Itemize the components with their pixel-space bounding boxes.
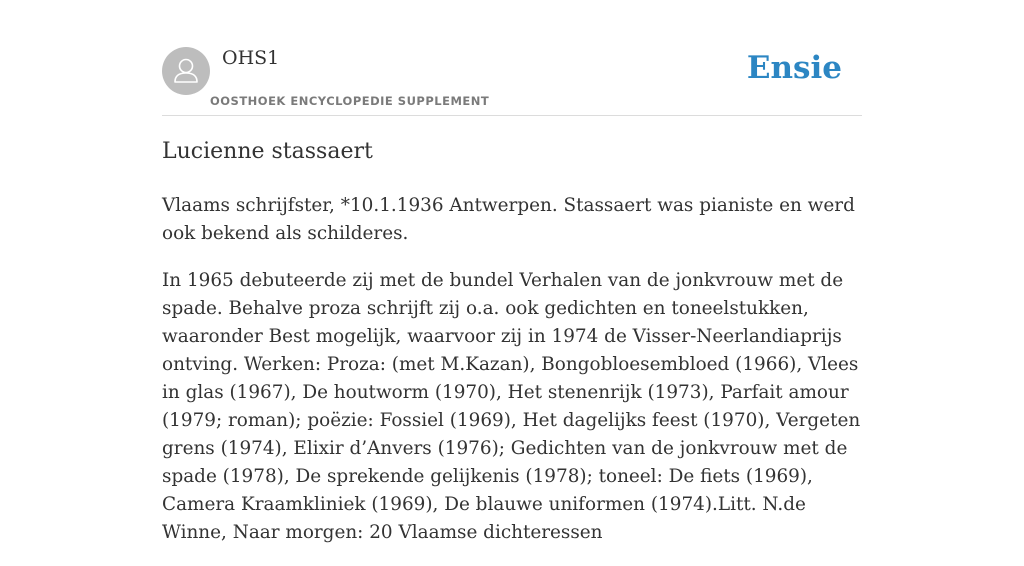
header-divider <box>162 115 862 116</box>
source-subtitle[interactable]: OOSTHOEK ENCYCLOPEDIE SUPPLEMENT <box>210 94 490 108</box>
source-name[interactable]: OHS1 <box>222 47 280 69</box>
article-paragraph: Vlaams schrijfster, *10.1.1936 Antwerpen. Stassaert was pianiste en werd ook bekend als schilderes. <box>162 195 855 244</box>
source-header <box>162 46 862 116</box>
avatar[interactable] <box>162 47 210 95</box>
article-paragraph: In 1965 debuteerde zij met de bundel Verhalen van de jonkvrouw met de spade. Behalve proza schrijft zij o.a. ook gedichten en toneelstukken, waaronder Best mogelijk, waarvoor zij in 1974 de Visser-Neerlandiaprijs ontving. Werken: Proza: (met M.Kazan), Bongobloesembloed (1966), Vlees in glas (1967), De houtworm (1970), Het stenenrijk (1973), Parfait amour (1979; roman); poëzie: Fossiel (1969), Het dagelijks feest (1970), Vergeten grens (1974), Elixir d’Anvers (1976); Gedichten van de jonkvrouw met de spade (1978), De sprekende gelijkenis (1978); toneel: De fiets (1969), Camera Kraamkliniek (1969), De blauwe uniformen (1974).Litt. N.de Winne, Naar morgen: 20 Vlaamse dichteressen <box>162 270 861 543</box>
page-title: Lucienne stassaert <box>162 139 373 164</box>
user-silhouette-icon <box>162 47 210 95</box>
site-logo[interactable]: Ensie <box>746 50 842 86</box>
article-body <box>162 192 866 566</box>
